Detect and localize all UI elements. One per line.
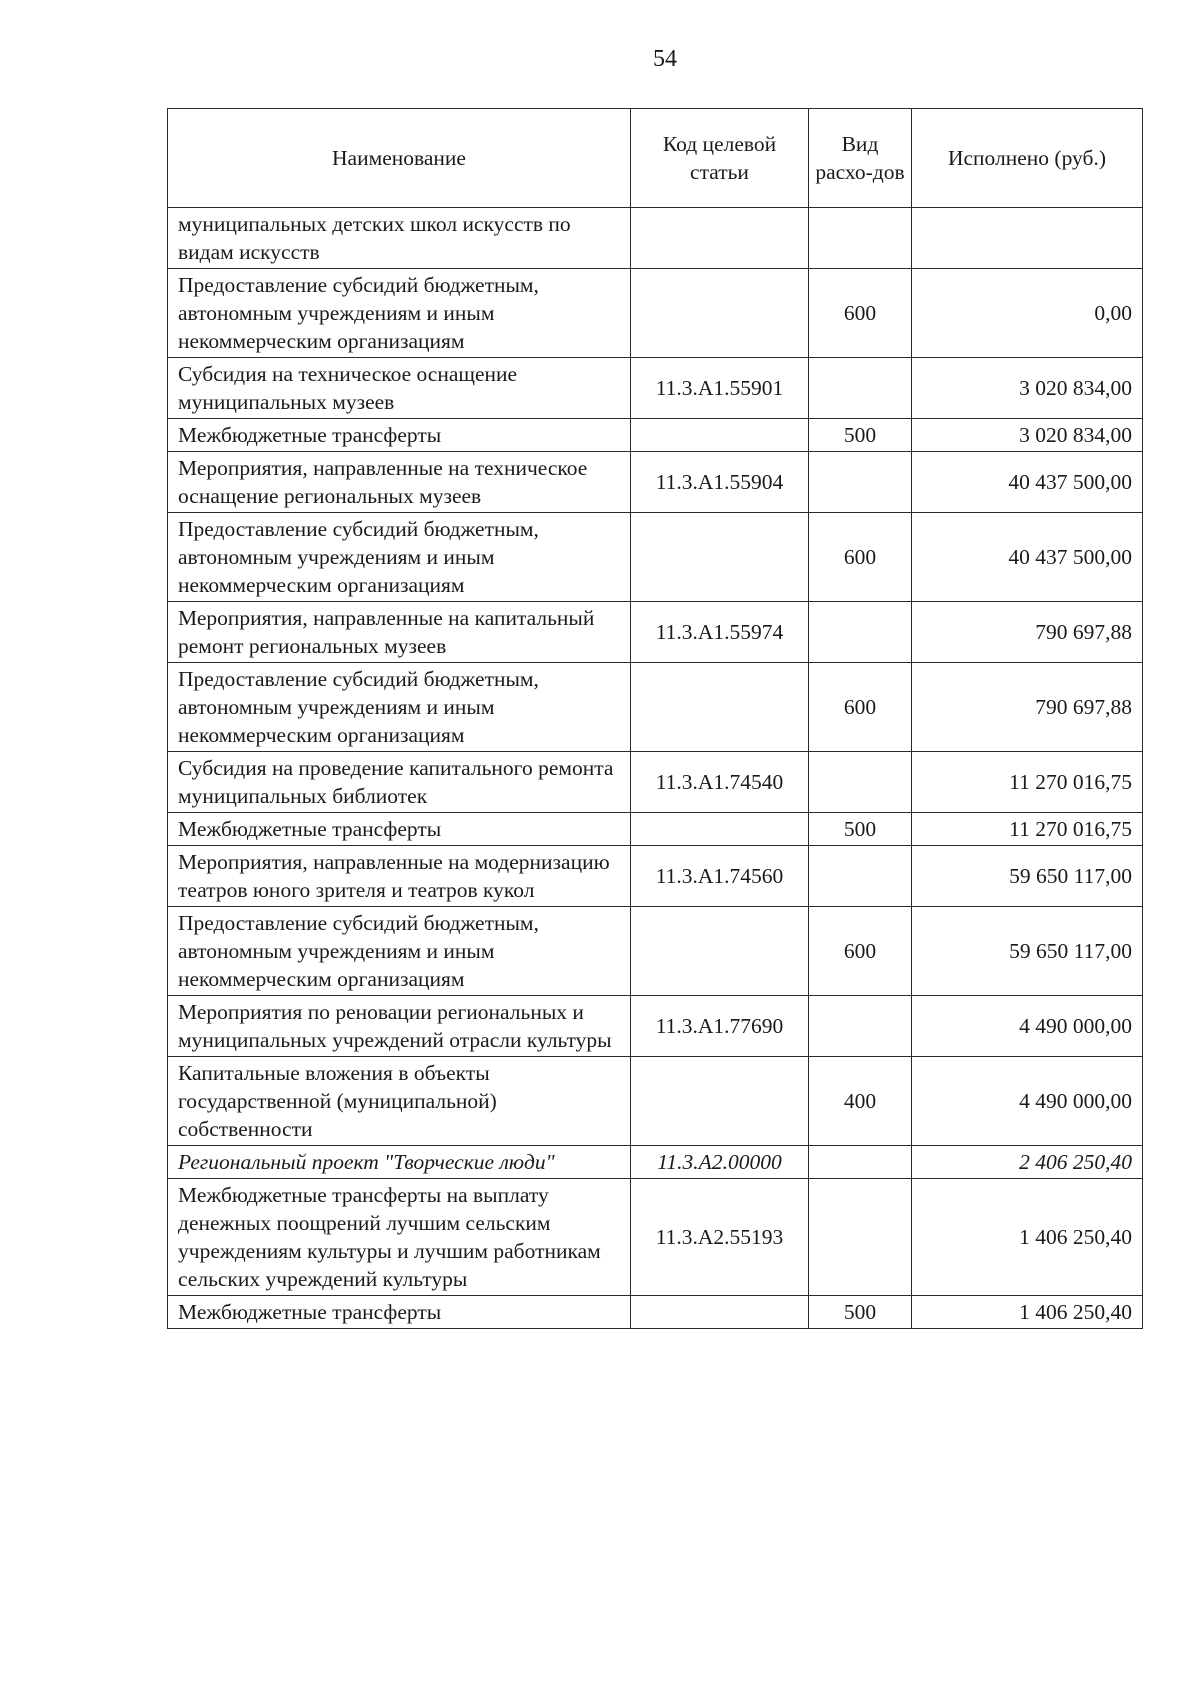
row-amount-cell: 40 437 500,00: [912, 452, 1143, 513]
row-name-cell: Капитальные вложения в объекты государственной (муниципальной) собственности: [168, 1057, 631, 1146]
row-type-cell: 600: [809, 269, 912, 358]
row-code-cell: [631, 1296, 809, 1329]
row-amount-cell: 1 406 250,40: [912, 1296, 1143, 1329]
table-row: [168, 1179, 1143, 1296]
row-name-cell: Мероприятия, направленные на модернизацию театров юного зрителя и театров кукол: [168, 846, 631, 907]
row-name-cell: Межбюджетные трансферты на выплату денежных поощрений лучшим сельским учреждениям культуры и лучшим работникам сельских учреждений культуры: [168, 1179, 631, 1296]
row-name-cell: Предоставление субсидий бюджетным, автономным учреждениям и иным некоммерческим организациям: [168, 269, 631, 358]
row-code-cell: [631, 663, 809, 752]
row-amount-cell: 40 437 500,00: [912, 513, 1143, 602]
row-amount-cell: 790 697,88: [912, 663, 1143, 752]
row-name-cell: Субсидия на проведение капитального ремонта муниципальных библиотек: [168, 752, 631, 813]
row-type-cell: 600: [809, 907, 912, 996]
row-code-cell: 11.3.А2.00000: [631, 1146, 809, 1179]
table-row: [168, 452, 1143, 513]
row-amount-cell: 59 650 117,00: [912, 846, 1143, 907]
table-row: [168, 1057, 1143, 1146]
row-type-cell: [809, 208, 912, 269]
header-code: Код целевой статьи: [631, 109, 809, 208]
table-row: [168, 907, 1143, 996]
row-amount-cell: 3 020 834,00: [912, 419, 1143, 452]
row-code-cell: 11.3.А2.55193: [631, 1179, 809, 1296]
row-name-cell: Межбюджетные трансферты: [168, 419, 631, 452]
table-row: [168, 752, 1143, 813]
row-name-cell: Региональный проект "Творческие люди": [168, 1146, 631, 1179]
row-type-cell: 500: [809, 813, 912, 846]
row-name-cell: Межбюджетные трансферты: [168, 813, 631, 846]
row-type-cell: [809, 996, 912, 1057]
row-code-cell: 11.3.А1.55904: [631, 452, 809, 513]
header-amount: Исполнено (руб.): [912, 109, 1143, 208]
row-code-cell: [631, 907, 809, 996]
row-amount-cell: 790 697,88: [912, 602, 1143, 663]
row-type-cell: [809, 452, 912, 513]
row-code-cell: [631, 1057, 809, 1146]
row-code-cell: 11.3.А1.74560: [631, 846, 809, 907]
row-name-cell: Субсидия на техническое оснащение муниципальных музеев: [168, 358, 631, 419]
row-amount-cell: 1 406 250,40: [912, 1179, 1143, 1296]
row-code-cell: [631, 513, 809, 602]
row-type-cell: [809, 602, 912, 663]
table-row: [168, 846, 1143, 907]
row-amount-cell: 0,00: [912, 269, 1143, 358]
row-amount-cell: 4 490 000,00: [912, 996, 1143, 1057]
row-code-cell: 11.3.А1.74540: [631, 752, 809, 813]
table-row: [168, 513, 1143, 602]
row-type-cell: [809, 846, 912, 907]
row-name-cell: Предоставление субсидий бюджетным, автономным учреждениям и иным некоммерческим организациям: [168, 907, 631, 996]
row-type-cell: 500: [809, 1296, 912, 1329]
page-number: 54: [653, 46, 677, 72]
row-amount-cell: 2 406 250,40: [912, 1146, 1143, 1179]
row-code-cell: 11.3.А1.55974: [631, 602, 809, 663]
table-row: [168, 1146, 1143, 1179]
table-row: [168, 813, 1143, 846]
table-body: [168, 208, 1143, 1329]
row-name-cell: Предоставление субсидий бюджетным, автономным учреждениям и иным некоммерческим организациям: [168, 663, 631, 752]
row-amount-cell: [912, 208, 1143, 269]
row-code-cell: 11.3.А1.55901: [631, 358, 809, 419]
table-row: [168, 419, 1143, 452]
row-name-cell: муниципальных детских школ искусств по видам искусств: [168, 208, 631, 269]
row-code-cell: [631, 269, 809, 358]
table-row: [168, 358, 1143, 419]
row-type-cell: 500: [809, 419, 912, 452]
row-amount-cell: 3 020 834,00: [912, 358, 1143, 419]
row-name-cell: Мероприятия по реновации региональных и муниципальных учреждений отрасли культуры: [168, 996, 631, 1057]
table-row: [168, 996, 1143, 1057]
table-row: [168, 269, 1143, 358]
row-name-cell: Предоставление субсидий бюджетным, автономным учреждениям и иным некоммерческим организациям: [168, 513, 631, 602]
table-row: [168, 602, 1143, 663]
row-name-cell: Мероприятия, направленные на техническое оснащение региональных музеев: [168, 452, 631, 513]
row-type-cell: [809, 752, 912, 813]
row-amount-cell: 4 490 000,00: [912, 1057, 1143, 1146]
table-row: [168, 1296, 1143, 1329]
row-amount-cell: 11 270 016,75: [912, 752, 1143, 813]
row-amount-cell: 59 650 117,00: [912, 907, 1143, 996]
row-code-cell: [631, 208, 809, 269]
budget-execution-table: [167, 108, 1143, 1329]
row-code-cell: 11.3.А1.77690: [631, 996, 809, 1057]
header-name: Наименование: [168, 109, 631, 208]
row-type-cell: 600: [809, 663, 912, 752]
table-row: [168, 663, 1143, 752]
row-type-cell: [809, 1146, 912, 1179]
row-amount-cell: 11 270 016,75: [912, 813, 1143, 846]
row-code-cell: [631, 813, 809, 846]
table-row: [168, 208, 1143, 269]
row-name-cell: Мероприятия, направленные на капитальный ремонт региональных музеев: [168, 602, 631, 663]
row-type-cell: [809, 358, 912, 419]
row-type-cell: 600: [809, 513, 912, 602]
table-header-row: [168, 109, 1143, 208]
row-code-cell: [631, 419, 809, 452]
row-type-cell: 400: [809, 1057, 912, 1146]
row-type-cell: [809, 1179, 912, 1296]
header-type: Вид расхо-дов: [809, 109, 912, 208]
row-name-cell: Межбюджетные трансферты: [168, 1296, 631, 1329]
